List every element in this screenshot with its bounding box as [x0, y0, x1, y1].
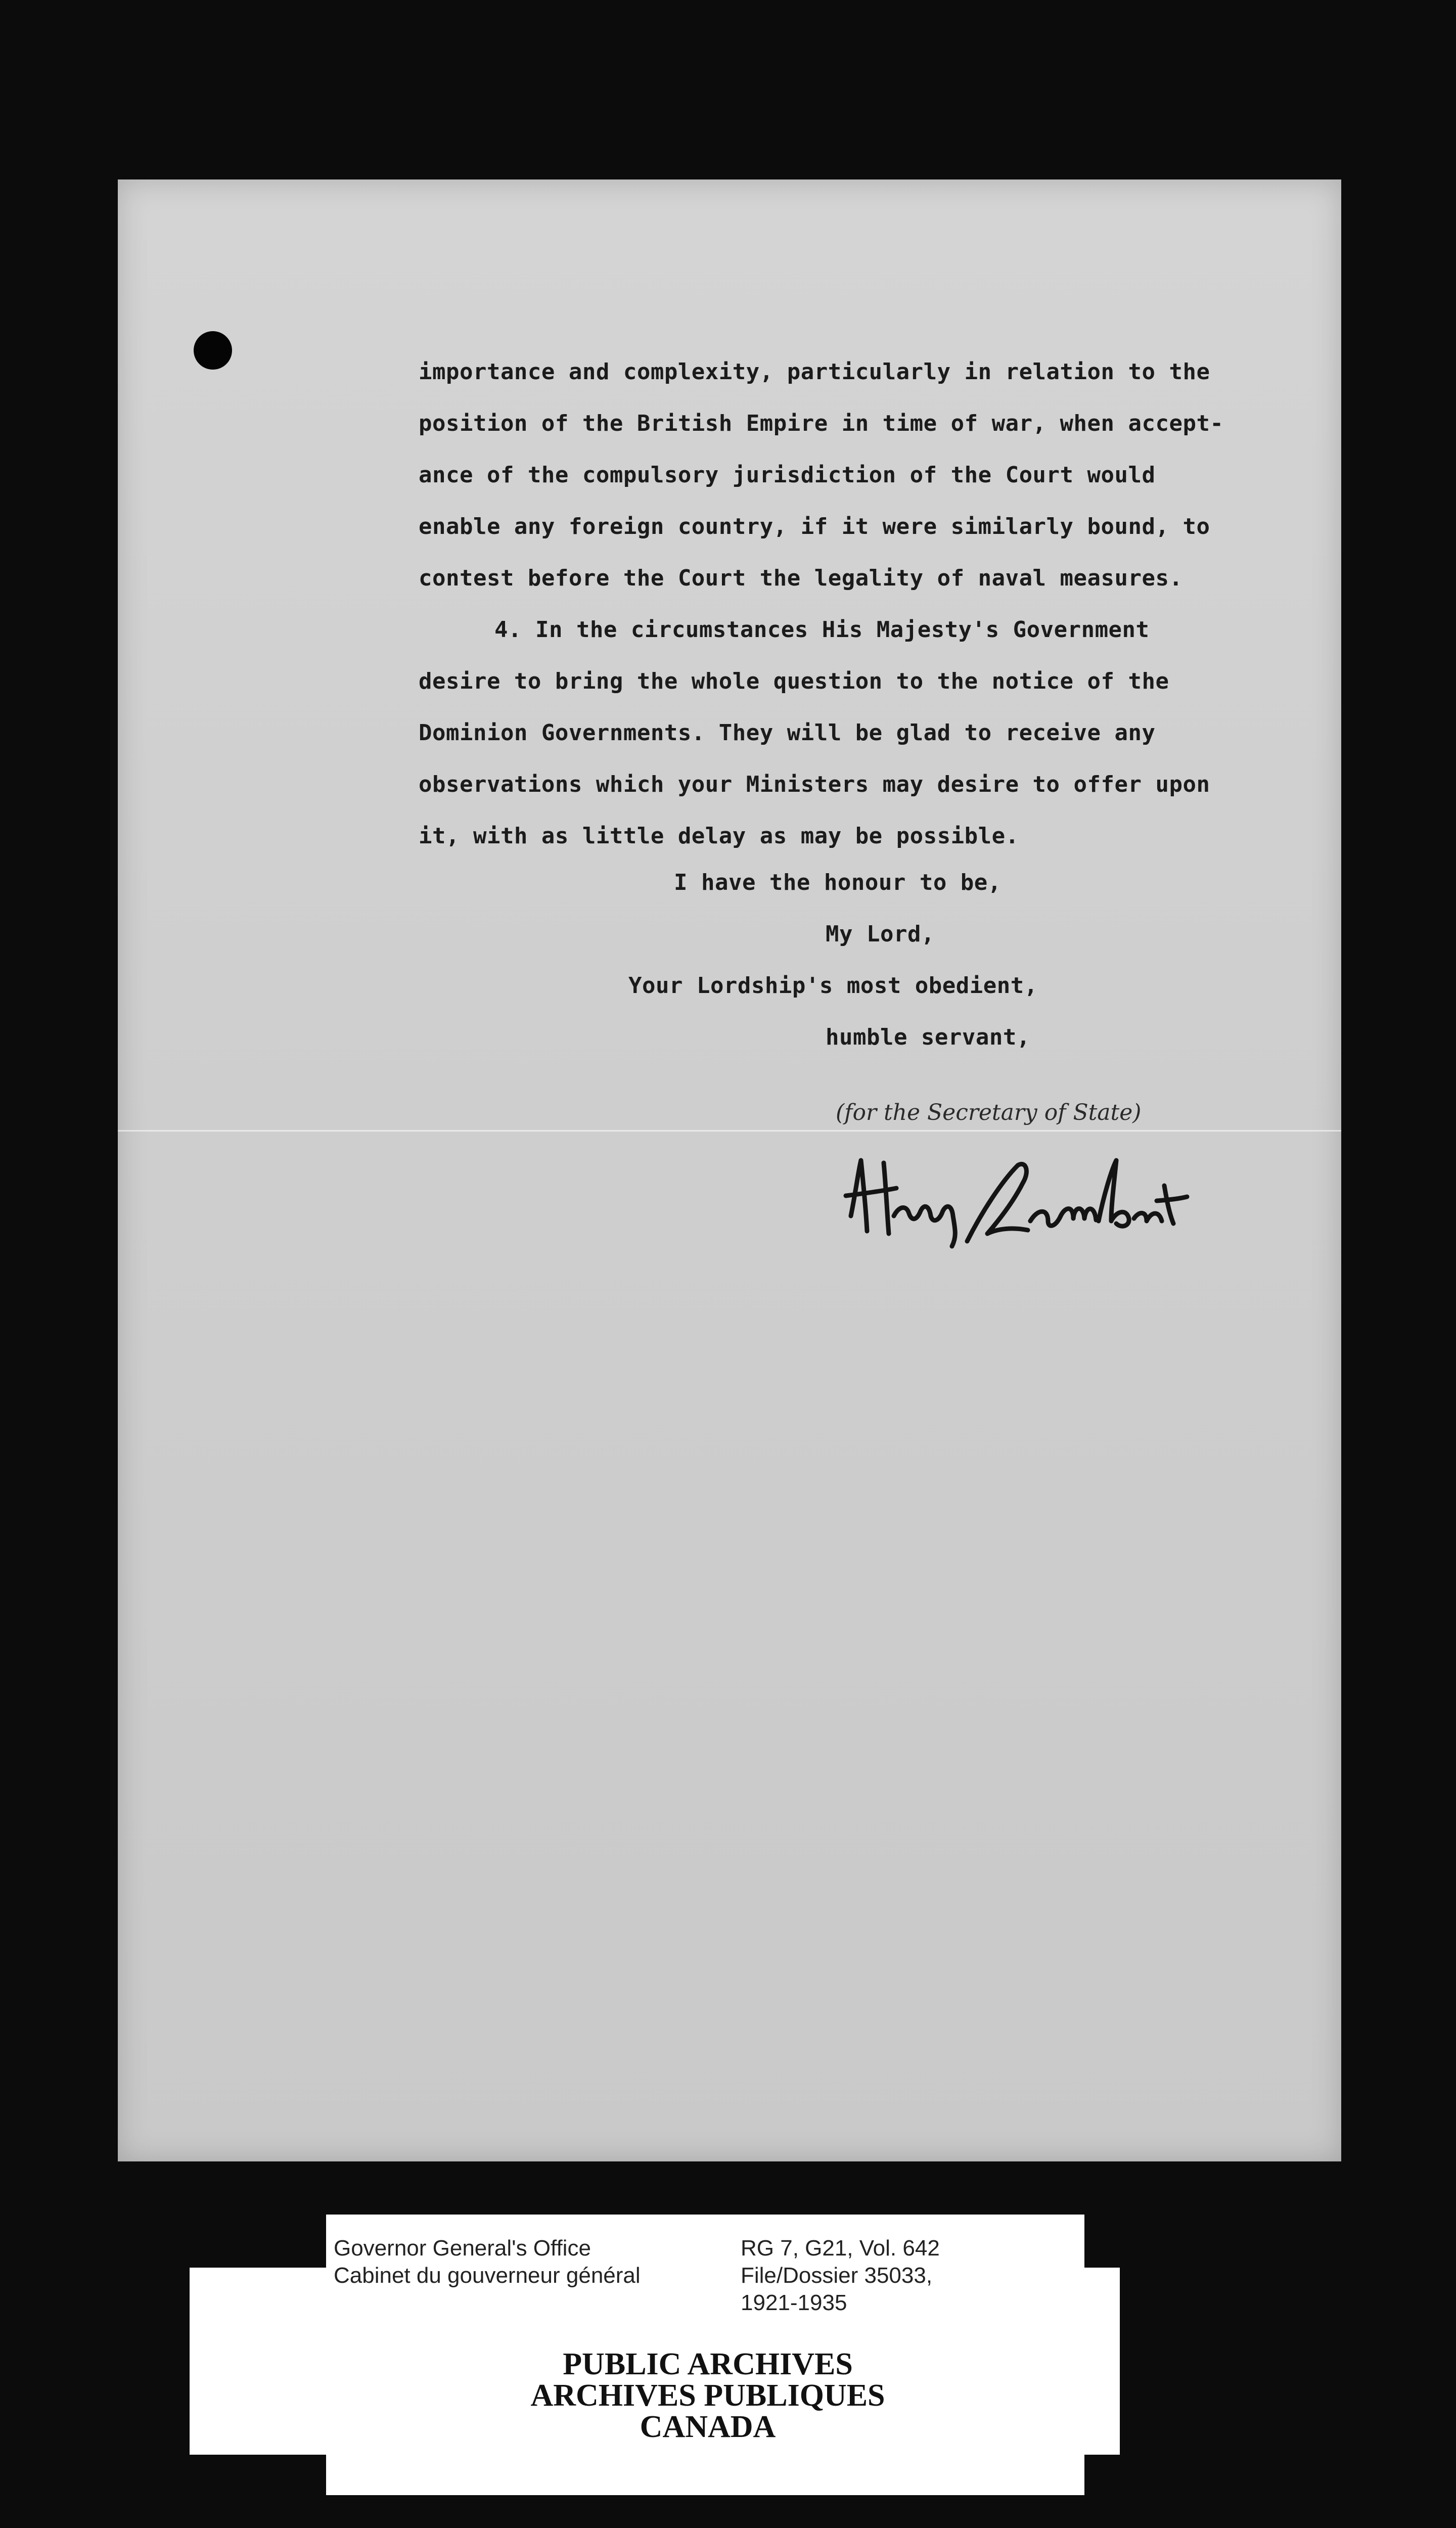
closing-line: I have the honour to be,	[674, 870, 1002, 895]
salutation-line: My Lord,	[826, 921, 935, 947]
text-line: enable any foreign country, if it were similarly bound, to	[419, 514, 1210, 539]
reference-volume: RG 7, G21, Vol. 642	[741, 2236, 940, 2261]
text-line: importance and complexity, particularly in relation to the	[419, 359, 1210, 385]
text-line: observations which your Ministers may desire to offer upon	[419, 772, 1210, 797]
handwritten-signature	[836, 1140, 1190, 1261]
fold-line	[118, 1130, 1341, 1132]
text-line: Dominion Governments. They will be glad to receive any	[419, 720, 1156, 746]
archives-stamp-line: ARCHIVES PUBLIQUES	[530, 2378, 885, 2413]
text-line: desire to bring the whole question to the notice of the	[419, 668, 1169, 694]
label-side-tab	[190, 2268, 329, 2455]
archives-stamp-line: CANADA	[640, 2410, 776, 2444]
letter-body	[419, 346, 1288, 862]
text-line: position of the British Empire in time of war, when accept-	[419, 411, 1224, 436]
text-line: contest before the Court the legality of naval measures.	[419, 565, 1183, 591]
text-line: ance of the compulsory jurisdiction of the Court would	[419, 462, 1156, 488]
archive-reference	[741, 2235, 940, 2317]
label-side-tab	[1082, 2268, 1120, 2455]
text-line: 4. In the circumstances His Majesty's Government	[494, 617, 1150, 643]
office-name-fr: Cabinet du gouverneur général	[334, 2263, 641, 2288]
text-line: it, with as little delay as may be possible.	[419, 823, 1019, 849]
reference-dates: 1921-1935	[741, 2290, 847, 2315]
closing-line: Your Lordship's most obedient,	[628, 973, 1038, 999]
punch-hole	[194, 331, 232, 370]
reference-file: File/Dossier 35033,	[741, 2263, 933, 2288]
office-name-en: Governor General's Office	[334, 2236, 591, 2261]
office-name	[334, 2235, 641, 2289]
letter-page	[118, 179, 1341, 2161]
closing-line: humble servant,	[826, 1024, 1030, 1050]
signature-note: (for the Secretary of State)	[836, 1100, 1142, 1125]
archives-stamp	[480, 2349, 935, 2443]
archives-stamp-line: PUBLIC ARCHIVES	[563, 2347, 853, 2381]
